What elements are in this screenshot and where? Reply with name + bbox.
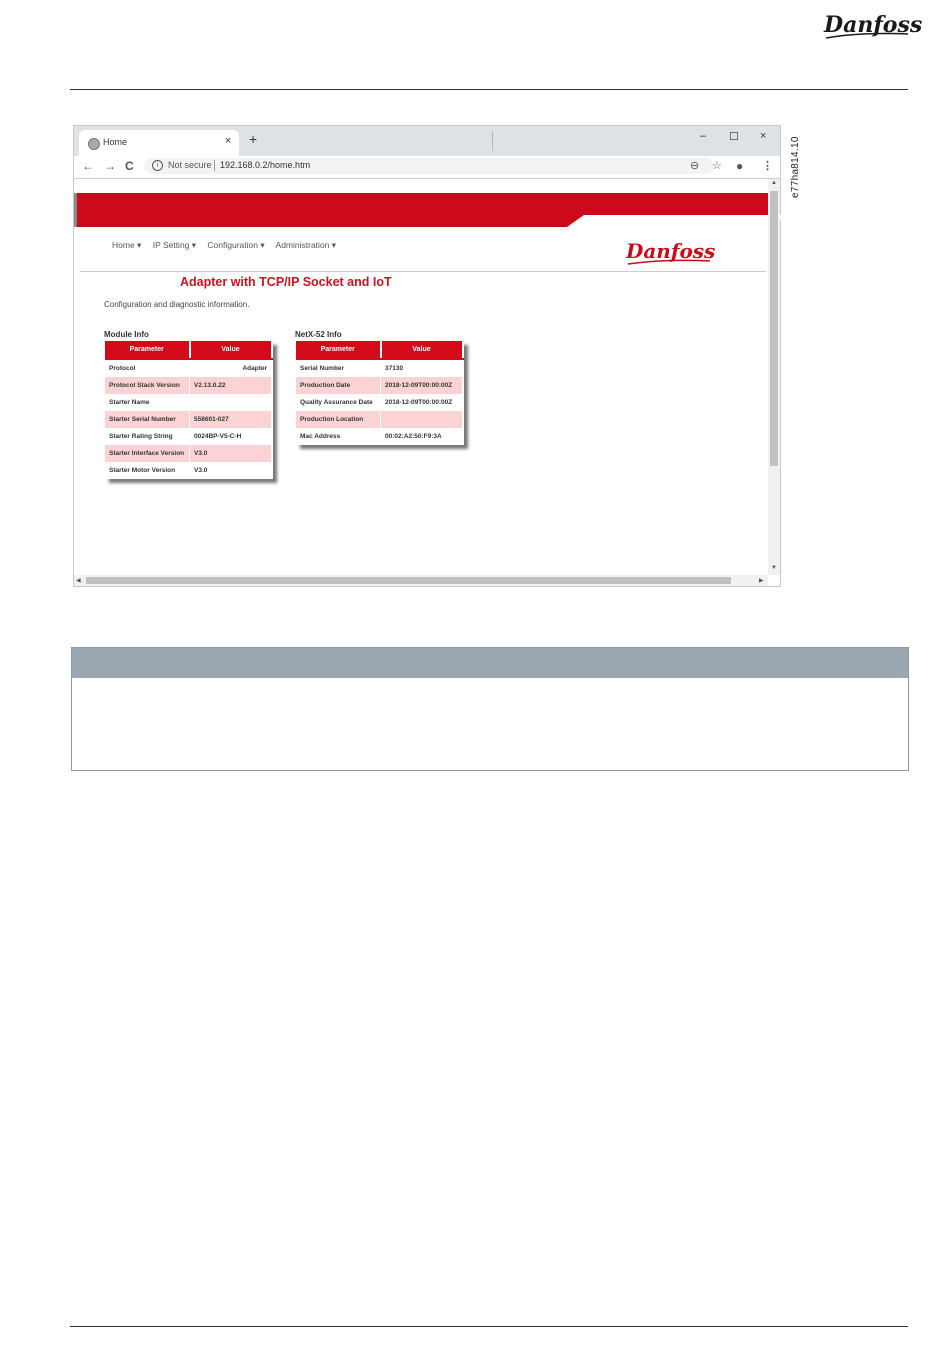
table-header-row (296, 341, 463, 359)
value-cell (381, 411, 463, 428)
col-header: Value (381, 341, 463, 359)
param-cell: Protocol (105, 359, 190, 377)
new-tab-button[interactable]: + (249, 131, 258, 147)
value-cell: 2018-12-09T00:00:00Z (381, 394, 463, 411)
web-danfoss-logo (624, 234, 714, 270)
back-button[interactable]: ← (82, 159, 94, 173)
value-cell: Adapter (190, 359, 272, 377)
param-cell: Starter Name (105, 394, 190, 411)
nav-home[interactable]: Home ▾ (112, 240, 142, 250)
col-header: Parameter (296, 341, 381, 359)
value-cell: V3.0 (190, 462, 272, 479)
table-row (105, 445, 272, 462)
param-cell: Starter Serial Number (105, 411, 190, 428)
module-info-title: Module Info (104, 330, 149, 339)
browser-window (73, 125, 781, 587)
param-cell: Production Location (296, 411, 381, 428)
value-cell (190, 394, 272, 411)
forward-button[interactable]: → (104, 159, 116, 173)
note-header (72, 648, 908, 678)
browser-toolbar (74, 156, 780, 179)
info-icon[interactable]: i (152, 160, 163, 171)
maximize-button[interactable]: ☐ (729, 131, 739, 143)
figure-code: e77ha814.10 (790, 136, 801, 198)
address-separator (214, 160, 215, 171)
param-cell: Starter Interface Version (105, 445, 190, 462)
nav-ip-setting[interactable]: IP Setting ▾ (152, 240, 197, 250)
star-icon[interactable]: ☆ (712, 160, 722, 172)
minimize-button[interactable]: – (700, 130, 707, 142)
horizontal-scrollbar[interactable] (74, 575, 768, 586)
scroll-down-icon[interactable]: ▼ (771, 565, 777, 571)
vertical-scroll-thumb[interactable] (770, 191, 778, 466)
web-logo-text: Danfoss (626, 239, 716, 263)
scroll-up-icon[interactable]: ▲ (771, 180, 777, 186)
param-cell: Quality Assurance Date (296, 394, 381, 411)
nav-configuration[interactable]: Configuration ▾ (207, 240, 265, 250)
footer-rule (70, 1326, 908, 1327)
value-cell: 37130 (381, 359, 463, 377)
param-cell: Serial Number (296, 359, 381, 377)
table-row (296, 359, 463, 377)
scroll-left-icon[interactable]: ◀ (76, 578, 81, 584)
web-nav (112, 240, 345, 251)
table-row (105, 394, 272, 411)
table-row (296, 377, 463, 394)
param-cell: Mac Address (296, 428, 381, 445)
browser-tab[interactable] (79, 130, 239, 156)
danfoss-logo (820, 4, 923, 44)
col-header: Value (190, 341, 272, 359)
account-icon[interactable]: ● (736, 159, 744, 173)
titlebar-divider (492, 131, 493, 151)
value-cell: 00:02:A2:50:F9:3A (381, 428, 463, 445)
scroll-right-icon[interactable]: ▶ (759, 578, 764, 584)
horizontal-scroll-thumb[interactable] (86, 577, 731, 584)
param-cell: Production Date (296, 377, 381, 394)
param-cell: Starter Rating String (105, 428, 190, 445)
param-cell: Starter Motor Version (105, 462, 190, 479)
col-header: Parameter (105, 341, 190, 359)
page-heading: Adapter with TCP/IP Socket and IoT (180, 275, 392, 289)
table-row (296, 428, 463, 445)
vertical-scrollbar[interactable] (768, 179, 780, 575)
param-cell: Protocol Stack Version (105, 377, 190, 394)
url-text[interactable]: 192.168.0.2/home.htm (220, 160, 311, 170)
danfoss-logo-text: Danfoss (824, 12, 923, 38)
netx-info-title: NetX-52 Info (295, 330, 342, 339)
table-header-row (105, 341, 272, 359)
table-row (105, 377, 272, 394)
netx-info-table (296, 341, 464, 445)
value-cell: 0024BP-V5-C-H (190, 428, 272, 445)
note-box (71, 647, 909, 771)
tab-close-icon[interactable]: × (225, 135, 232, 147)
zoom-icon[interactable]: ⊖ (690, 160, 700, 172)
reload-button[interactable]: C (125, 159, 134, 173)
nav-divider (80, 271, 766, 272)
browser-titlebar (74, 126, 780, 156)
security-label: Not secure (168, 160, 212, 170)
header-rule (70, 89, 908, 90)
table-row (296, 411, 463, 428)
page-description: Configuration and diagnostic information. (104, 300, 250, 309)
value-cell: 558601-027 (190, 411, 272, 428)
table-row (296, 394, 463, 411)
module-info-table (105, 341, 273, 479)
tab-title: Home (103, 137, 128, 147)
value-cell: 2018-12-09T00:00:00Z (381, 377, 463, 394)
menu-icon[interactable]: ⋮ (762, 160, 773, 172)
banner-cut (564, 215, 788, 229)
value-cell: V3.0 (190, 445, 272, 462)
table-row (105, 462, 272, 479)
table-row (105, 411, 272, 428)
close-window-button[interactable]: × (760, 130, 767, 142)
globe-icon (88, 138, 100, 150)
table-row (105, 428, 272, 445)
table-row (105, 359, 272, 377)
address-bar[interactable] (144, 158, 714, 174)
value-cell: V2.13.0.22 (190, 377, 272, 394)
nav-administration[interactable]: Administration ▾ (275, 240, 337, 250)
web-page (74, 179, 768, 575)
